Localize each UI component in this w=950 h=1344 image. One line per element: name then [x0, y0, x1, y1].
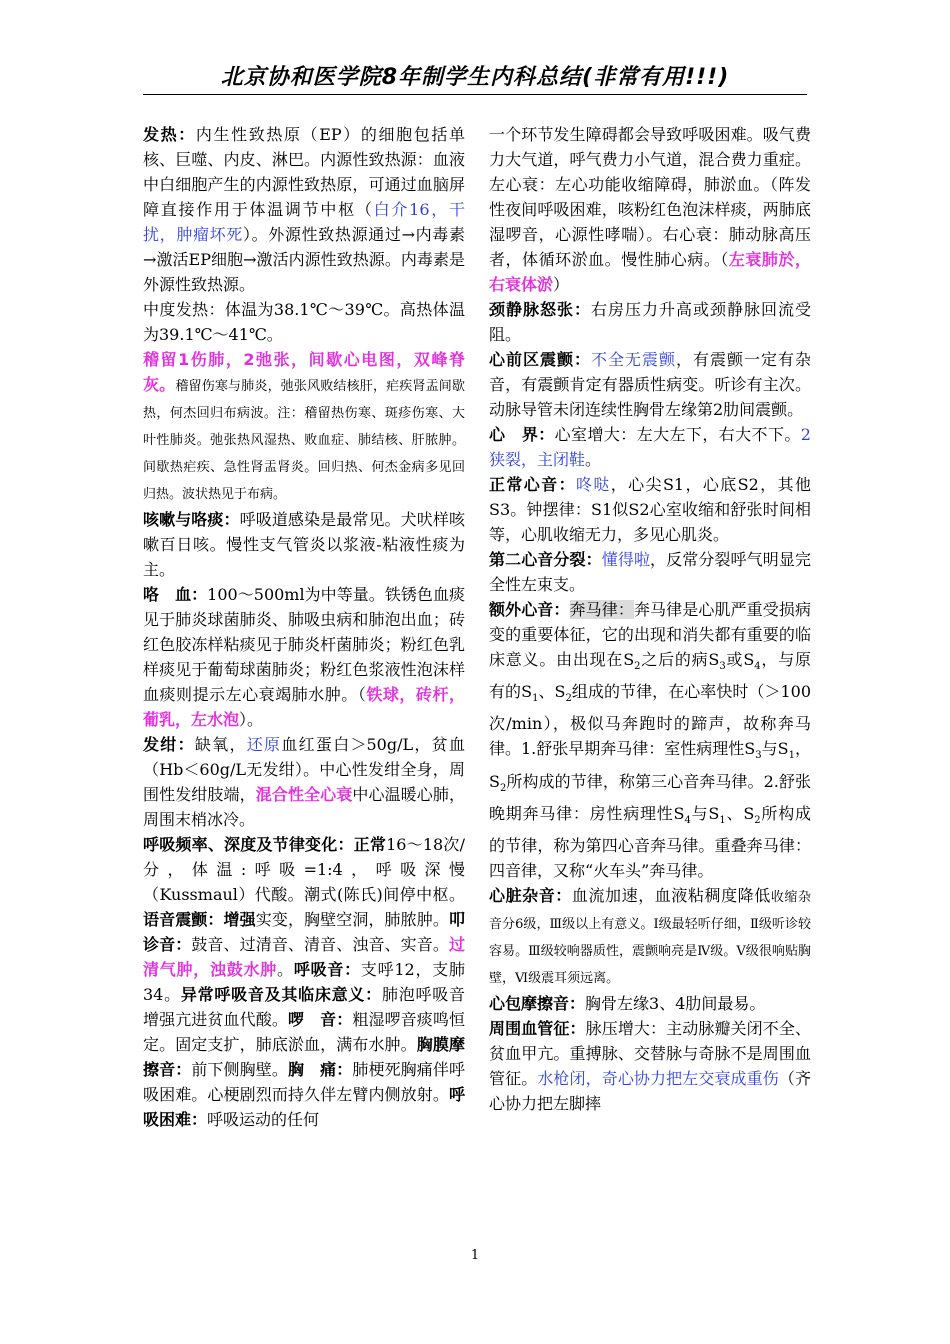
paragraph-hemoptysis [143, 582, 465, 732]
text: 支呼12，支肺34。 [143, 960, 465, 1004]
subscript: 1 [532, 693, 539, 705]
subscript: 2 [634, 661, 641, 673]
page-number: 1 [470, 1248, 480, 1263]
term: 呼吸困难： [143, 1085, 465, 1129]
text: 鼓音、过清音、清音、浊音、实音。 [191, 935, 449, 954]
text: ，有震颤一定有杂音，有震颤肯定有器质性病变。听诊有主次。动脉导管未闭连续性胸骨左缘第2肋间震颤。 [489, 350, 811, 419]
small-note: 稽留伤寒与肺炎，弛张风败结核肝，疟疾肾盂间歇热，何杰回归布病波。注：稽留热伤寒、斑疹伤寒、大叶性肺炎。弛张热风湿热、败血症、肺结核、肝脓肿。间歇热疟疾、急性肾盂肾炎。回归热、何杰金病多见回归热。波状热见于布病。 [143, 379, 465, 502]
text: 组成的节律，在心率快时（＞100次/min），极似马奔跑时的蹄声，故称奔马律。1.舒张早期奔马律：室性病理性S [489, 682, 811, 759]
gray-highlight: 奔马律： [569, 600, 634, 619]
paragraph-peripheral-vascular [489, 1016, 811, 1116]
text: 所构成的节律，称第三心音奔马律。2.舒张晚期奔马律：房性病理性S [489, 771, 811, 823]
term: 心 界： [489, 425, 555, 444]
header-rule [143, 94, 807, 95]
paragraph-jugular [489, 297, 811, 347]
paragraph-cough [143, 507, 465, 582]
term: 呼吸音： [293, 960, 361, 979]
highlight-blue: 咚哒 [575, 475, 611, 494]
subscript: 2 [754, 814, 761, 826]
mnemonic: 稽留1伤肺，2弛张，间歇心电图，双峰脊灰。 [143, 350, 465, 394]
text: 。 [585, 450, 602, 469]
text: 或S [725, 650, 755, 669]
mnemonic: 铁球，砖杆，葡乳，左水泡 [143, 685, 465, 729]
text: 、S [538, 682, 566, 702]
highlight-blue: 不全无震颤 [591, 350, 676, 369]
paragraph-heart-sounds [489, 472, 811, 547]
text: 一个环节发生障碍都会导致呼吸困难。吸气费力大气道，呼气费力小气道，混合费力重症。左心衰：左心功能收缩障碍，肺淤血。（阵发性夜间呼吸困难，咳粉红色泡沫样痰，两肺底湿啰音，心源性哮喘）。右心衰：肺动脉高压者，体循环淤血。慢性肺心病。（ [489, 125, 811, 269]
term: 周围血管征： [489, 1018, 586, 1038]
paragraph-murmur [489, 883, 811, 991]
term: 额外心音： [489, 600, 570, 619]
subscript: 3 [719, 661, 726, 673]
text: 实变，胸壁空洞，肺脓肿。 [255, 910, 449, 929]
text: ）。 [239, 710, 264, 729]
paragraph-gallop [489, 597, 811, 883]
text: 。 [277, 960, 294, 979]
text: 血流加速，血液粘稠度降低 [571, 885, 771, 905]
left-column [143, 122, 465, 1132]
text: 所构成的节律，称为第四心音奔马律。重叠奔马律：四音律，又称“火车头”奔马律。 [489, 803, 811, 880]
text: 100～500ml为中等量。铁锈色血痰见于肺炎球菌肺炎、肺吸虫病和肺泡出血；砖红色胶冻样粘痰见于肺炎杆菌肺炎；粉红色乳样痰见于葡萄球菌肺炎；粉红色浆液性泡沫样血痰则提示左心衰竭肺水肿。（ [143, 585, 465, 704]
paragraph-fever [143, 122, 465, 297]
text: ）。外源性致热源通过→内毒素→激活EP细胞→激活内源性致热源。内毒素是外源性致热源。 [143, 225, 465, 294]
term: 胸 痛： [287, 1060, 353, 1079]
text: 与S [761, 739, 789, 759]
paragraph-s2-split [489, 547, 811, 597]
term-cough: 咳嗽与咯痰： [143, 510, 240, 529]
text: 、S [725, 803, 755, 823]
paragraph-pericardial-rub [489, 991, 811, 1016]
text: 之后的病S [640, 650, 720, 669]
mnemonic: 过清气肿，浊鼓水肿 [143, 935, 465, 979]
term: 语音震颤：增强 [143, 910, 256, 929]
text: 肺梗死胸痛伴呼吸困难。心梗剧烈而持久伴左臂内侧放射。 [143, 1060, 465, 1104]
text: 中心温暖心肺，周围末梢冰冷。 [143, 785, 465, 829]
term: 异常呼吸音及其临床意义： [180, 985, 382, 1004]
term: 正常心音： [489, 475, 576, 494]
subscript: 1 [719, 814, 726, 826]
term: 心脏杂音： [489, 885, 572, 905]
term-cyanosis: 发绀： [143, 735, 195, 754]
text: 呼吸道感染是最常见。犬吠样咳嗽百日咳。慢性支气管炎以浆液-粘液性痰为主。 [143, 510, 465, 579]
text: 与S [690, 803, 720, 823]
term-hemoptysis: 咯 血： [143, 585, 208, 604]
right-column [489, 122, 811, 1116]
text: 内生性致热原（EP）的细胞包括单核、巨噬、内皮、淋巴。内源性致热源：血液中白细胞产生的内源性致热原，可通过血脑屏障直接作用于体温调节中枢（ [143, 125, 465, 219]
paragraph-fever-types [143, 347, 465, 507]
highlight-blue: 2狭裂，主闭鞋 [489, 425, 811, 469]
subscript: 3 [755, 750, 762, 762]
text: 血红蛋白＞50g/L，贫血（Hb＜60g/L无发绀）。中心性发绀全身，周围性发绀肢端， [143, 735, 465, 804]
highlight-blue: 白介16，干扰，肿瘤坏死 [143, 200, 465, 244]
text: 胸骨左缘3、4肋间最易。 [585, 993, 766, 1013]
text: 心室增大：左大左下，右大不下。 [554, 425, 801, 444]
text: 粗湿啰音痰鸣恒定。固定支扩，肺底淤血，满布水肿。 [143, 1010, 465, 1054]
text: 肺泡呼吸音增强亢进贫血代酸。 [143, 985, 465, 1029]
mnemonic: 左衰肺於，右衰体淤 [489, 250, 811, 294]
paragraph-fever-degree: 中度发热：体温为38.1℃～39℃。高热体温为39.1℃～41℃。 [143, 300, 465, 344]
term: 心前区震颤： [489, 350, 591, 369]
term: 心包摩擦音： [489, 993, 586, 1013]
term-fever: 发热： [143, 125, 196, 144]
term: 颈静脉怒张： [489, 300, 591, 319]
text: 缺氧， [194, 735, 247, 754]
text: 呼吸运动的任何 [207, 1110, 320, 1129]
text: ） [553, 275, 570, 294]
term: 胸膜摩擦音： [143, 1035, 465, 1079]
page-header-title: 北京协和医学院8年制学生内科总结(非常有用!!!) [220, 65, 730, 90]
text: ，与原有的S [489, 650, 811, 702]
highlight-blue: 还原 [246, 735, 282, 754]
paragraph-heart-border [489, 422, 811, 472]
mnemonic: 混合性全心衰 [255, 785, 353, 804]
paragraph-cyanosis [143, 732, 465, 832]
subscript: 1 [788, 750, 795, 762]
text: 脉压增大：主动脉瓣关闭不全、贫血甲亢。重搏脉、交替脉与奇脉不是周围血管征。 [489, 1018, 811, 1088]
small-note: 收缩杂音分6级，Ⅲ级以上有意义。Ⅰ级最轻听仔细，Ⅱ级听诊较容易。Ⅲ级较响器质性，震颤响亮是Ⅳ级。Ⅴ级很响贴胸壁，Ⅵ级震耳须远离。 [489, 889, 811, 986]
text: 前下侧胸壁。 [191, 1060, 288, 1079]
text: ，心尖S1，心底S2，其他S3。钟摆律：S1似S2心室收缩和舒张时间相等，心肌收缩无力，多见心肌炎。 [489, 475, 811, 544]
subscript: 2 [499, 782, 507, 794]
text: 奔马律是心肌严重受损病变的重要体征，它的出现和消失都有重要的临床意义。由出现在S [489, 600, 811, 669]
term: 呼吸频率、深度及节律变化：正常 [143, 835, 387, 854]
paragraph-respiration [143, 832, 465, 1132]
term: 啰 音： [287, 1010, 353, 1029]
subscript: 4 [754, 661, 761, 673]
text: ，反常分裂呼气明显完全性左束支。 [489, 550, 811, 594]
text: 16～18次/分，体温:呼吸=1:4，呼吸深慢（Kussmaul）代酸。潮式(陈氏)间停中枢。 [143, 835, 465, 904]
text: ，S [489, 739, 811, 791]
term: 第二心音分裂： [489, 550, 602, 569]
text: （齐心协力把左脚摔 [489, 1068, 811, 1113]
paragraph-dyspnea-cont [489, 122, 811, 297]
subscript: 2 [565, 693, 572, 705]
highlight-blue: 懂得啦 [601, 550, 651, 569]
highlight-blue: 水枪闭，奇心协力把左交衰成重伤 [537, 1068, 779, 1088]
term: 叩诊音： [143, 910, 465, 954]
subscript: 4 [684, 814, 691, 826]
text: 右房压力升高或颈静脉回流受阻。 [489, 300, 811, 344]
paragraph-thrill [489, 347, 811, 422]
